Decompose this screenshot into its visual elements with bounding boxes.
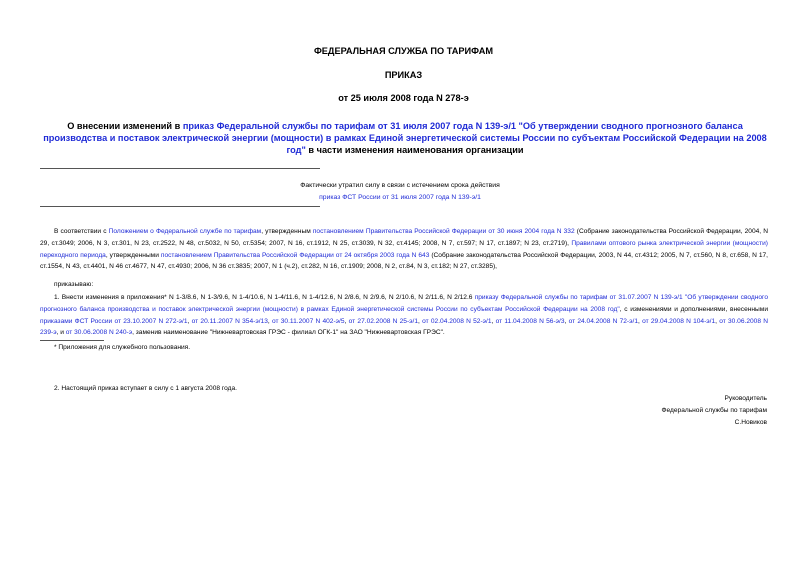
para1-text: (Собрание законодательства Российской Федерации, 2004, N 29, ст.3049; 2006, N 3, ст.301, N 23, ст.2522, N 48, ст.5032, N 50, ст.5354; 2007, N 16, ст.1912, N 25, ст.3039, N 32, ст.4145; 2008, N 7, ст.597; N 17, ст.1897; N 23, ст.2719), [40, 228, 769, 247]
para3-text: , [715, 317, 720, 325]
para3-text: , и [56, 329, 66, 337]
para3-text: , [638, 317, 643, 325]
organization-heading: ФЕДЕРАЛЬНАЯ СЛУЖБА ПО ТАРИФАМ [313, 46, 494, 56]
para3-text: , [418, 317, 423, 325]
link-wholesale-market-rules[interactable]: Правилами оптового рынка электрической энергии (мощности) переходного периода [40, 239, 768, 259]
item1-paragraph [40, 292, 768, 339]
signature-name: С.Новиков [734, 418, 767, 426]
para3-text: , [187, 317, 192, 325]
para3-text: , [267, 317, 272, 325]
para1-text: , утвержденным [261, 228, 313, 235]
link-fst-regulation[interactable]: Положением о Федеральной службе по тарифам [108, 228, 262, 235]
status-note [300, 180, 500, 204]
para3-text: , [344, 317, 349, 325]
footnote-divider [40, 340, 104, 341]
footnote: * Приложения для служебного пользования. [54, 344, 191, 351]
link-order-139[interactable]: приказу Федеральной службы по тарифам от 31.07.2007 N 139-э/1 "Об утверждении сводного прогнозного баланса производства и поставок электрической энергии (мощности) в рамках Единой энергетической системы России по субъектам Российской Федерации на 2008 год" [40, 294, 768, 313]
item2-paragraph: 2. Настоящий приказ вступает в силу с 1 августа 2008 года. [54, 385, 238, 392]
document-title [40, 120, 770, 156]
link-amend-56[interactable]: от 11.04.2008 N 56-э/3 [495, 317, 565, 325]
title-link-order-139[interactable]: приказ Федеральной службы по тарифам от 31 июля 2007 года N 139-э/1 "Об утверждении сводного прогнозного баланса производства и поставок электрической энергии (мощности) в рамках Единой энергетической системы России по субъектам Российской Федерации на 2008 год" [43, 121, 767, 155]
para3-text: , [491, 317, 496, 325]
para3-text: , с изменениями и дополнениями, внесенными [619, 305, 768, 313]
link-amend-104[interactable]: от 29.04.2008 N 104-э/1 [642, 317, 716, 325]
para3-text: , [564, 317, 569, 325]
link-resolution-332[interactable]: постановлением Правительства Российской Федерации от 30 июня 2004 года N 332 [312, 228, 575, 235]
status-link[interactable]: приказ ФСТ России от 31 июля 2007 года N 139-э/1 [319, 194, 481, 201]
para1-text: , утвержденными [105, 251, 161, 259]
link-amend-272[interactable]: приказами ФСТ России от 23.10.2007 N 272-э/1 [40, 317, 188, 325]
link-amend-25[interactable]: от 27.02.2008 N 25-э/1 [348, 317, 419, 325]
signature-org: Федеральной службы по тарифам [661, 406, 767, 414]
divider-top [40, 168, 320, 169]
link-amend-72[interactable]: от 24.04.2008 N 72-э/1 [568, 317, 638, 325]
title-text-post: в части изменения наименования организации [305, 145, 524, 155]
divider-bottom [40, 206, 320, 207]
preamble-paragraph [40, 226, 768, 273]
document-kind-heading: ПРИКАЗ [384, 70, 423, 80]
link-amend-354[interactable]: от 20.11.2007 N 354-э/13 [191, 317, 268, 325]
para1-text: В соответствии с [54, 228, 109, 235]
link-amend-240[interactable]: от 30.06.2008 N 240-э [65, 329, 133, 337]
link-resolution-643[interactable]: постановлением Правительства Российской Федерации от 24 октября 2003 года N 643 [160, 251, 430, 259]
para1-text: (Собрание законодательства Российской Федерации, 2003, N 44, ст.4312; 2005, N 7, ст.560, N 8, ст.658, N 17, ст.1554, N 43, ст.4401, N 46 ст.4677, N 47, ст.4930; 2006, N 36 ст.3835; 2007, N 1 (ч.2), ст.282, N 16, ст.1909; 2008, N 2, ст.84, N 3, ст.182; N 27, ст.3285), [40, 251, 768, 271]
link-amend-402[interactable]: от 30.11.2007 N 402-э/5 [271, 317, 345, 325]
document-date-heading: от 25 июля 2008 года N 278-э [338, 93, 469, 103]
para3-text: 1. Внести изменения в приложения* N 1-3/8.6, N 1-3/9.6, N 1-4/10.6, N 1-4/11.6, N 1-4/12.6, N 2/8.6, N 2/9.6, N 2/10.6, N 2/11.6, N 2/12.6 [54, 294, 475, 301]
link-amend-239[interactable]: от 30.06.2008 N 239-э [40, 317, 769, 337]
para3-text: , заменив наименование "Нижневартовская ГРЭС - филиал ОГК-1" на ЗАО "Нижневартовская ГРЭС". [132, 329, 445, 337]
order-word-paragraph: приказываю: [54, 281, 94, 288]
status-text: Фактически утратил силу в связи с истечением срока действия [300, 182, 500, 189]
link-amend-52[interactable]: от 02.04.2008 N 52-э/1 [422, 317, 492, 325]
signature-position: Руководитель [724, 395, 767, 402]
signature-block [662, 393, 768, 428]
title-text-pre: О внесении изменений в [67, 121, 183, 131]
